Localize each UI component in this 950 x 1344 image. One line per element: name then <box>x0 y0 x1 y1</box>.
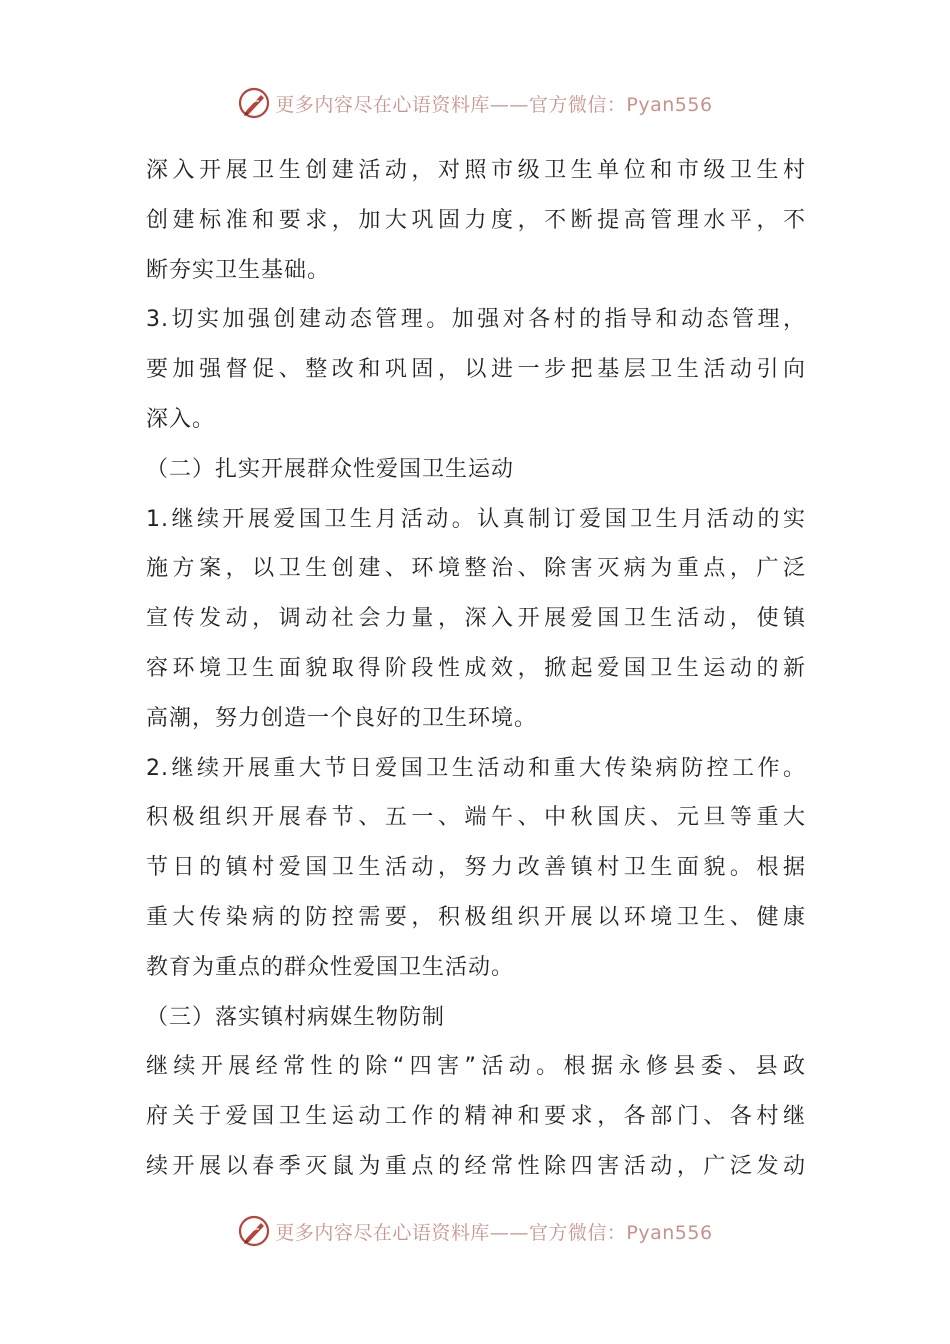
text-line: 1.继续开展爱国卫生月活动。认真制订爱国卫生月活动的实 <box>146 506 806 532</box>
text-line: 宣传发动，调动社会力量，深入开展爱国卫生活动，使镇 <box>146 606 806 632</box>
text-line: 深入。 <box>146 406 216 432</box>
text-line: 高潮，努力创造一个良好的卫生环境。 <box>146 705 538 731</box>
section-heading: （二）扎实开展群众性爱国卫生运动 <box>146 456 515 482</box>
header-banner <box>0 83 950 123</box>
text-line: 创建标准和要求，加大巩固力度，不断提高管理水平，不 <box>146 207 806 233</box>
text-line: 施方案，以卫生创建、环境整治、除害灭病为重点，广泛 <box>146 556 806 582</box>
wechat-handle: Pyan556 <box>626 93 713 116</box>
document-body <box>146 146 806 1192</box>
pen-logo-icon <box>237 1214 271 1248</box>
section-heading: （三）落实镇村病媒生物防制 <box>146 1004 446 1030</box>
text-line: 节日的镇村爱国卫生活动，努力改善镇村卫生面貌。根据 <box>146 855 806 881</box>
text-line: 容环境卫生面貌取得阶段性成效，掀起爱国卫生运动的新 <box>146 655 806 681</box>
text-line: 断夯实卫生基础。 <box>146 257 331 283</box>
footer-banner <box>0 1211 950 1251</box>
text-line: 继续开展经常性的除“四害”活动。根据永修县委、县政 <box>146 1054 806 1080</box>
text-line: 续开展以春季灭鼠为重点的经常性除四害活动，广泛发动 <box>146 1153 806 1179</box>
banner-text: 更多内容尽在心语资料库——官方微信：Pyan556 <box>275 1221 713 1244</box>
text-line: 教育为重点的群众性爱国卫生活动。 <box>146 954 515 980</box>
text-line: 积极组织开展春节、五一、端午、中秋国庆、元旦等重大 <box>146 805 806 831</box>
text-line: 重大传染病的防控需要，积极组织开展以环境卫生、健康 <box>146 904 806 930</box>
pen-logo-icon <box>237 86 271 120</box>
text-line: 3.切实加强创建动态管理。加强对各村的指导和动态管理， <box>146 307 806 333</box>
text-line: 要加强督促、整改和巩固，以进一步把基层卫生活动引向 <box>146 357 806 383</box>
text-line: 深入开展卫生创建活动，对照市级卫生单位和市级卫生村 <box>146 158 806 183</box>
banner-text: 更多内容尽在心语资料库——官方微信：Pyan556 <box>275 93 713 116</box>
text-line: 府关于爱国卫生运动工作的精神和要求，各部门、各村继 <box>146 1104 806 1130</box>
wechat-handle: Pyan556 <box>626 1221 713 1244</box>
text-line: 2.继续开展重大节日爱国卫生活动和重大传染病防控工作。 <box>146 755 806 781</box>
